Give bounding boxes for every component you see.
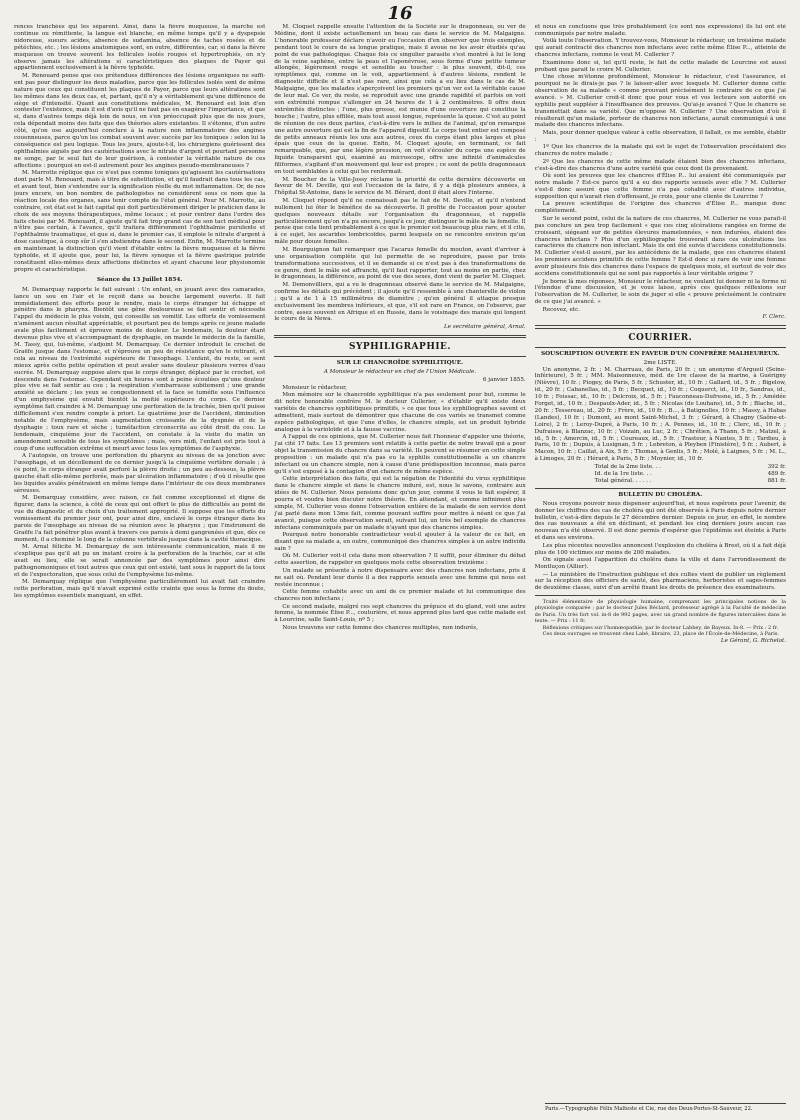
paragraph: Nous trouvons sur cette femme des chancres multiples, non indurés, [282,624,478,631]
column-2 [274,24,525,1094]
paragraph: rences tranchées qui les séparent. Ainsi, dans la fièvre muqueuse, la marche est continue ou rémittente, la langue est blanche, en même temps qu'il y a dyspepsie nidoreuse, sueurs acides, absence de sudamina, absence de taches rosées et de pétéchies, etc. ; les lésions anatomiques sont, en outre, différentes, car, si dans la fièvre muqueuse on trouve souvent les follicules isolés rouges et hypertrophiés, on n'y observe jamais les altérations si caractéristiques des plaques de Payer qui appartiennent exclusivement à la fièvre typhoïde. [14,24,266,72]
total-row [535,478,786,485]
paragraph: M. Bourguignon fait remarquer que l'acarus femelle du mouton, avant d'arriver à une organisation complète qui lui permette de se reproduire, passe par trois transformations successives, et il se demande si ce n'est pas à des transformations de ce genre, dont le mâle est affranchi, qu'il faut rapporter, tout au moins en partie, chez le dragonneau, la différence, au point de vue des sexes, dont vient de parler M. Cloquet. [274,246,526,281]
paragraph: 1º Que les chancres de la malade qui est le sujet de l'observation procédaient des chancres de notre malade ; [534,144,786,158]
paragraph: M. Cloquet répond qu'il ne connaissait pas le fait de M. Deville, et qu'il n'entend nullement lui ôter le bénéfice de sa découverte. Il profite de l'occasion pour ajouter quelques nouveaux détails sur l'organisation du dragonneau, et rappelle particulièrement qu'on n'a pu encore, jusqu'à ce jour, distinguer le mâle de la femelle. Il pense que cela tient probablement à ce que le premier est beaucoup plus rare, et il cite, à ce sujet, les ascarides lombricoïdes, parmi lesquels on ne rencontre environ qu'un mâle pour douze femelles. [274,197,526,246]
divider [535,488,786,489]
paragraph: Une chose m'étonne profondément, Monsieur le rédacteur, c'est l'assurance, et pourquoi ne le dirais-je pas ? le laisser-aller avec lesquels M. Cullerier donne cette observation de sa malade « comme prouvant précisément le contraire de ce que j'ai avancé. » M. Cullerier croit-il donc que pour vous et vos lecteurs son autorité en syphilis peut suppléer à l'insuffisance des preuves. Qu'ai-je avancé ? Que le chancre se transmettait dans sa variété. Que m'oppose M. Cullerier ? Une observation d'où il résulterait qu'un malade, porteur de chancres non infectans, aurait communiqué à une malade des chancres infectans. [534,74,786,129]
paragraph: M. Demarquay réplique que l'emphysème particulièrement lui avait fait craindre cette perforation, mais qu'il n'avait exprimé cette crainte que sous la forme du doute, les symptômes essentiels manquant, en effet. [14,579,266,599]
paragraph: M. Arnal félicite M. Demarquay de son intéressante communication, mais il ne s'explique pas qu'il ait pu un instant croire à la perforation de la trachée, car si elle avait eu lieu, elle se serait annoncée par des symptômes pour ainsi dire pathognomoniques et tout autres que ceux qui ont existé, tant sous le rapport de la toux et de l'expectoration, que sous celui de l'emphysème lui-même. [14,544,266,578]
paragraph: et nous en concluons que très probablement (ce sont nos expressions) ils lui ont été communiqués par notre malade. [534,24,786,37]
paragraph: Je borne là mes réponses, Monsieur le rédacteur, ne voulant lui donner ni la forme ni l'étendue d'une discussion, et je vous laisse, après ces quelques réflexions sur l'observation de M. Cullerier, le soin de juger si elle « prouve précisément le contraire de ce que j'ai avancé. » [534,278,786,306]
book-notice: Traité élémentaire de physiologie humaine, comprenant les principales notions de la physiologie comparée ; par le docteur Jules Béclard, professeur agrégé à la Faculté de médecine de Paris. Un très fort vol. in-8 de 992 pages, avec un grand nombre de figures intercalées dans le texte. — Prix : 11 fr. [534,599,786,624]
total-label: Id. de la 1re liste. . . [594,470,652,477]
printer-imprint: Paris.—Typographie Félix Malteste et Cie, rue des Deux-Portes-St-Sauveur, 22. [545,1103,786,1112]
paragraph: Nous croyons pouvoir nous dispenser aujourd'hui, et nous espérons pour l'avenir, de donner les chiffres des cas de choléra qui ont été observés à Paris depuis notre dernier bulletin, c'est-à-dire depuis le 27 décembre dernier. Depuis ce jour, en effet, le nombre des cas nouveaux a été en déclinant, et pendant les cinq derniers jours aucun cas nouveau n'a été observé. Il est donc permis d'espérer que l'épidémie est éteinte à Paris et dans ses environs. [534,500,786,542]
cholera-heading: BULLETIN DU CHOLÉRA. [618,491,703,498]
article-title: SUR LE CHANCROÏDE SYPHILITIQUE. [336,360,464,367]
paragraph: A l'autopsie, on trouve une perforation du pharynx au niveau de sa jonction avec l'œsophage, et un décollement de ce dernier jusqu'à la cinquième vertèbre dorsale ; à ce point, le corps étranger avait perforé la plèvre droite ; un peu au-dessous, la plèvre gauche était elle-même perforée, mais par ulcération inflammatoire ; d'où il résulte que les liquides avalés pénétraient en même temps dans l'intérieur de ces deux membranes séreuses. [14,453,266,494]
paragraph: Où M. Cullerier voit-il cela dans mon observation ? Il suffit, pour éliminer du débat cette assertion, de rappeler en quelques mots cette observation treizième : [274,553,526,567]
page-number: 16 [387,3,413,24]
article-date: 6 janvier 1855. [482,377,526,384]
subscription-totals [535,464,786,485]
total-row [535,471,786,478]
subscription-list: Un anonyme, 2 fr. ; M. Charruau, de Paris, 20 fr. ; un anonyme d'Argueil (Seine-Inférieure), 5 fr. ; MM. Maisonneuve, méd. de 1re classe de la marine, à Guérigny (Nièvre), 10 fr. ; Piogey, de Paris, 5 fr. ; Schuster, id., 10 fr. ; Gallard, id., 5 fr. ; Bigelow, id., 20 fr. ; Cabanellas, id., 5 fr. ; Becquet, id., 10 fr. ; Coquerct, id., 10 fr., Sandras, id., 10 fr. ; Foissac, id., 10 fr. ; Delcroix, id., 5 fr. ; Fauconneau-Dufresne, id., 5 fr. ; Amédée Forget, id., 10 fr. ; Despaulx-Ader, id., 5 fr. ; Nicolas (de Louhans), id., 5 fr. ; Blache, id., 20 fr. ; Tessereau, id., 20 fr. ; Frère, id., 10 fr. ; B..., à Batignolles, 10 fr. ; Massy, à Habas (Landes), 10 fr. ; Dumont, au mont Saint-Michel, 3 fr. ; Gérard, à Chagny (Saône-et-Loire), 2 fr. ; Leroy-Dupré, à Paris, 10 fr. ; A. Pennes, id., 10 fr. ; Clerc, id., 10 fr. ; Dufraisse, à Blanzac, 10 fr. ; Voizain, au Luc, 2 fr. ; Chrétien, à Thann, 5 fr. ; Matzel, à id., 5 fr. ; Amercin, id., 5 fr. ; Coureaux, id., 5 fr. ; Trastour, à Nantes, 5 fr. ; Tardieu, à Paris, 10 fr. ; Dupuis, à Lusignan, 5 fr. ; Lebreton, à Pleyben (Finistère), 5 fr. ; Aubert, à Macon, 10 fr. ; Caillat, à Aix, 5 fr. ; Thomas, à Genlis, 5 fr. ; Molé, à Laignes, 5 fr. ; M. L., à Limoges, 20 fr. ; Hérard, à Paris, 5 fr. ; Moynier, id., 10 fr. [534,366,786,463]
total-label: Total général. . . . . . [594,477,652,484]
book-notice: Ces deux ouvrages se trouvent chez Labé, libraire, 23, place de l'École-de-Médecine, à Paris. [542,631,779,638]
divider [535,595,786,596]
total-value: 881 fr. [767,477,786,484]
divider [274,356,525,357]
session-heading: Séance du 13 Juillet 1854. [96,276,183,283]
secretary-signature: Le secrétaire général, Arnal. [444,323,526,330]
paragraph: M. Demarquay considère, avec raison, ce fait comme exceptionnel et digne de figurer, dans la science, à côté de ceux qui ont offert le plus de difficultés au point de vue du diagnostic et du choix d'un traitement approprié. Il suppose que les efforts du vomissement du premier jour ont, pour ainsi dire, enclavé le corps étranger dans les parois de l'œsophage au niveau de sa réunion avec le pharynx ; que l'instrument de Graëfe l'a fait pénétrer plus avant à travers ces parois à demi gangrenées et que, dès ce moment, il a cheminé le long de la colonne vertébrale jusque dans la cavité thoracique. [14,495,266,543]
author-signature: F. Clerc. [762,314,786,321]
list-number: 2me LISTE. [643,359,677,366]
section-divider [274,335,525,339]
subscription-heading: SOUSCRIPTION OUVERTE EN FAVEUR D'UN CONFRÈRE MALHEUREUX. [540,350,780,357]
book-notice: Réflexions critiques sur l'homœopathie, par le docteur Labbey, de Bayeux. In-8. — Prix : 2 fr. [542,624,779,631]
gerant-signature: Le Gérant, G. Richelot. [720,638,786,645]
paragraph: M. Marrotte réplique que ce n'est pas comme toniques qu'agissent les cautérisations dont parle M. Renouard, mais à titre de substitution, et qu'il faudrait dans tous les cas, et avant tout, bien s'entendre sur la signification réelle du mot inflammation. Or, de nos jours encore, un bon nombre de pathologistes ne considèrent sous ce nom que la réaction locale des organes, sans tenir compte de l'état général. Pour M. Marrotte, au contraire, cet état est le fait capital qui doit particulièrement diriger le praticien dans le choix de ses moyens thérapeutiques, même locaux ; et pour rentrer dans l'ordre des faits choisi par M. Renouard, il ajoute qu'il fait trop grand cas de son tact médical pour n'être pas certain, à l'avance, qu'il traitera différemment l'ophthalmie purulente et l'ophthalmie traumatique, et que si, dans le premier cas, il emploie le nitrate d'argent à dose caustique, à coup sûr il s'en abstiendra dans le second. Enfin, M. Marrotte termine en maintenant la distinction qu'il vient d'établir entre la fièvre muqueuse et la fièvre typhoïde, et il ajoute que, pour lui, la fièvre synoque et la fièvre gastrique putride constituent elles-mêmes deux affections distinctes et ayant chacune leur physionomie propre et caractéristique. [14,170,266,273]
paragraph: Un malade se présente à notre dispensaire avec des chancres non infectans, pris il ne sait où. Pendant leur durée il a des rapports sexuels avec une femme qui nous est restée inconnue ; [274,567,526,588]
column-1 [14,24,265,1094]
paragraph: Mais, pour donner quelque valeur à cette observation, il fallait, ce me semble, établir : [534,129,786,143]
paragraph: M. Demonvilliers, qui a vu le dragonneau observé dans le service de M. Malgaigne, confirme les détails qui précèdent ; il ajoute qu'il ressemble à une chanterelle de violon ; qu'il a de 1 à 15 millimètres de diamètre ; qu'en général il attaque presque exclusivement les membres inférieurs, et que, s'il est rare en France, on l'observe, par contre, assez souvent en Afrique et en Russie, dans le voisinage des marais qui longent le cours de la Newa. [274,281,526,323]
paragraph: On signale aussi l'apparition du choléra dans la ville et dans l'arrondissement de Montluçon (Allier). [534,557,786,571]
total-label: Total de la 2me liste. . . [594,463,661,470]
divider [535,347,786,348]
paragraph: M. Boucher de la Ville-Jossy réclame la priorité de cette dernière découverte en faveur de M. Deville, qui eut l'occasion de la faire, il y a déjà plusieurs années, à l'hôpital St-Antoine, dans le service de M. Bérard, dont il était alors l'interne. [274,176,526,197]
paragraph: Examinons donc si, tel qu'il reste, le fait de cette malade de Lourcine est aussi probant que parait le croire M. Cullerier. [534,59,786,73]
article-addressee: A Monsieur le rédacteur en chef de l'Union Médicale. [323,369,477,376]
column-3 [535,24,786,1094]
courrier-heading: COURRIER. [628,332,693,343]
paragraph: — Le ministère de l'instruction publique et des cultes vient de publier un règlement sur la réception des officiers de santé, des pharmaciens, herboristes et sages-femmes de deuxième classe, suivi d'un arrêté fixant les droits de présence des examinateurs. [534,571,786,592]
paragraph: 2º Que les chancres de cette même malade étaient bien des chancres infectans, c'est-à-dire des chancres d'une autre variété que ceux dont ils provenaient. [534,158,786,172]
paragraph: La preuve scientifique de l'origine des chancres d'Élise P... manque donc complètement. [534,201,786,215]
paragraph: M. Demarquay rapporte le fait suivant : Un enfant, en jouant avec des camarades, lance un sou en l'air et le reçoit dans sa bouche largement ouverte. Il fait immédiatement des efforts pour le rendre, mais le corps étranger lui échappe et pénètre dans le pharynx. Bientôt une gêne douloureuse se fait sentir et nécessite l'appel du médecin le plus voisin, qui conseille un vomitif. Les efforts de vomissement n'amènent aucun résultat appréciable, et pourtant peu de temps après ce jeune malade avale plus facilement et éprouve moins de douleur. Le lendemain, la douleur étant devenue plus vive et s'accompagnant de dysphagie, on mande le médecin de la famille, M. Tassy, qui, lui-même, s'adjoint M. Demarquay. Ce dernier introduit le crochet de Graëfe jusque dans l'estomac, et n'éprouve un peu de résistance qu'en le retirant, et cela au niveau de l'extrémité supérieure de l'œsophage. L'enfant, du reste, se sent mieux après cette petite opération et peut avaler sans douleur plusieurs verres d'eau sucrée. M. Demarquay suppose alors que le corps étranger, déplacé par le crochet, est descendu dans l'estomac. Cependant six heures sont à peine écoulées qu'une douleur plus vive se fait sentir au cou ; la respiration s'embarrasse subitement ; une grande anxiété se déclare ; les yeux se congestionnent et la face se tuméfie sous l'influence d'un emphysème qui envahit bientôt la moitié supérieure du corps. Ce dernier symptôme fait craindre à M. Demarquay une perforation de la trachée, bien qu'il puisse difficilement s'en rendre compte à priori. Le quatrième jour de l'accident, diminution notable de l'emphysème, mais augmentation croissante de la dyspnée et de la dysphagie ; toux rare et sèche ; tuméfaction circonscrite au côté droit du cou. Le lendemain, cinquième jour de l'accident, on constate à la visite du matin un amendement sensible de tous les symptômes ; mais, vers midi, l'enfant est pris tout à coup d'une suffocation extrême et meurt avec tous les symptômes de l'asphyxie. [14,286,266,452]
paragraph: Ce second malade, malgré ces sept chancres du prépuce et du gland, voit une autre femme, la nommée Élise P..., couturière, et nous apprend plus tard que cette malade est à Lourcine, salle Saint-Louis, nº 5 ; [274,603,526,624]
section-divider [535,325,786,329]
total-value: 489 fr. [767,470,786,477]
paragraph: A l'appui de ces opinions, que M. Cullerier nous fait l'honneur d'appeler une théorie, j'ai cité 17 faits. Les 13 premiers sont relatifs à cette partie de notre travail qui a pour objet la transmission du chancre dans sa variété. Ils peuvent se résumer en cette simple proposition : un malade qui n'a pas eu la syphilis constitutionnelle a un chancre infectant ou un chancre simple, non à cause d'une prédisposition inconnue, mais parce qu'il s'est exposé à la contagion d'un chancre de même espèce. [274,434,526,475]
paragraph: Les plus récentes nouvelles annoncent l'explosion du choléra à Brest, où il a fait déjà plus de 100 victimes sur moins de 200 malades. [534,542,786,556]
paragraph: Cette interprétation des faits, qui est la négation de l'identité du virus syphilitique dans le chancre simple et dans le chancre induré, est, nous le savons, contraire aux idées de M. Cullerier. Nous pensions donc qu'un jour, comme il vous le fait espérer, il pourra et voudra bien discuter notre théorie. En attendant, et comme infiniment plus simple, M. Cullerier vous donne l'observation entière de la malade de son service dont j'ai parlé dans mon 13me fait, comme pouvant suffire pour mettre à néant ce que j'ai avancé, puisque cette observation serait, suivant lui, un très bel exemple de chancres infectans communiqués par un malade n'ayant que des chancres simples. [274,476,526,531]
columns [14,24,786,1094]
paragraph: Cette femme cohabite avec un ami de ce premier malade et lui communique des chancres non infectans ; [274,589,526,602]
paragraph: M. Renouard pense que ces prétendues différences des lésions organiques ne suffi-ent pas pour distinguer les deux maladies, parce que les follicules isolés sont de même nature que ceux qui constituent les plaques de Payer, parce que leurs altérations sont les mêmes dans les deux cas, et, partant, qu'il n'y a véritablement qu'une différence de siège et d'intensité. Quant aux constitutions médicales, M. Renouard est loin d'en contester l'existence, mais il est d'avis qu'il ne faut pas en exagérer l'importance, et que si, dans d'autres temps déjà loin de nous, on s'en préoccupait plus que de nos jours, cela dépendait moins des faits que des théories alors existantes. Il s'étonne, d'un autre côté, qu'on ose aujourd'hui conclure à la nature non inflammatoire des angines couenneuses, parce qu'on les combat souvent avec succès par les toniques : selon lui la conséquence est peu logique. Tous les jours, ajoute-t-il, les chirurgiens guérissent des ophthalmies aiguës par des cautérisations avec le nitrate d'argent et pourtant personne ne songe, par le seul fait de leur guérison, à contester la véritable nature de ces affections : pourquoi en est-il autrement pour les angines pseudo-membraneuses ? [14,72,266,169]
total-value: 392 fr. [767,463,786,470]
paragraph: Mon mémoire sur le chancroïde syphilitique n'a pas seulement pour but, comme le dit notre honorable confrère M. le docteur Cullerier, « d'établir qu'il existe deux variétés de chancres syphilitiques primitifs, » ce que tous les syphiliographes savent et admettent, mais surtout de démontrer que chacune de ces variés se transmet comme espèce pathologique, et que l'une d'elles, le chancre simple, est un produit hybride analogue à la varioloïde et à la fausse vaccine. [274,392,526,433]
rubric-heading: SYPHILIGRAPHIE. [348,342,452,353]
paragraph: Pourquoi notre honorable contradicteur veut-il ajouter à la valeur de ce fait, en disant que sa malade a, en outre, communiqué des chancres simples à un autre individu sain ? [274,532,526,552]
paragraph: Recevez, etc. [542,306,581,313]
paragraph: Sur le second point, celui de la nature de ces chancres, M. Cullerier ne vous parait-il pas conclure un peu trop facilement « que ces cinq ulcérations rangées en forme de croissant, siégeant sur de petites élevures mamelonnées, » non indurées, étaient des chancres infectans ? Plus d'un syphiliographe trouverait dans ces ulcérations les caractères du chancre non infectant. Mais ils ont été suivis d'accidens constitutionnels. M. Cullerier s'est-il assuré, par les antécédens de la malade, que ces chancres étaient les premiers accidens primitifs de cette femme ? Est-il donc si rare de voir une femme avoir plusieurs fois des chancres dans l'espace de quelques mois, et surtout de voir des accidens constitutionnels qui ne sont pas rapportés à leur véritable origine ? [534,215,786,278]
paragraph: M. Cloquet rappelle ensuite l'attention de la Société sur le dragonneau, ou ver de Médine, dont il existe actuellement un beau cas dans le service de M. Malgaigne. L'honorable professeur déclare n'avoir eu l'occasion d'en observer que trois exemples, pendant tout le cours de sa longue pratique, mais il avoue ne les avoir étudiés qu'au point de vue pathologique. Chaque fois ce singulier parasite s'est montré à lui le long de la veine saphène, entre la peau et l'aponévrose, sous forme d'une petite tumeur allongée, légèrement rouge et sensible au toucher : le plus souvent, dit-il, ces symptômes qui, comme on le voit, appartiennent à d'autres lésions, rendent le diagnostic difficile et il n'est pas rare, ainsi que cela a eu lieu dans le cas de M. Malgaigne, que les malades s'aperçoivent les premiers qu'un ver est la véritable cause de leur mal. Ce ver, du reste, se reproduit avec une grande rapidité et parfois on voit son extrémité rompue s'allonger en 24 heures de 1 à 2 centimètres. Il offre deux extrémités distinctes ; l'une, plus grosse, est munie d'une ouverture qui constitue la bouche ; l'autre, plus effilée, mais tout aussi longue, représente la queue. C'est au point de réunion de ces deux parties, c'est-à-dire vers le milieu de l'animal, qu'on remarque une autre ouverture qui est la fin de l'appareil digestif. Le corps tout entier est composé de petits anneaux réunis les uns aux autres, ceux du corps étant plus larges et plus épais que ceux de la queue. Enfin, M. Cloquet ajoute, en terminant, ce fait remarquable, que, par une légère pression, on voit s'écouler du corps une espèce de liquide transparent qui, examiné au microscope, offre une infinité d'animalcules filiformes, s'agitant d'un mouvement qui leur est propre ; ce sont de petits dragonneaux en tout semblables à celui qui les renfermait. [274,24,526,176]
paragraph: Voilà toute l'observation. Y trouvez-vous, Monsieur le rédacteur, un troisième malade qui aurait contracté des chancres non infectans avec cette même Élise P..., atteinte de chancres infectans, comme le veut M. Cullerier ? [534,38,786,59]
total-row [535,464,786,471]
salutation: Monsieur le rédacteur, [282,384,347,391]
paragraph: Où sont les preuves que les chancres d'Élise P... lui avaient été communiqués par notre malade ? Est-ce parce qu'il a eu des rapports sexuels avec elle ? M. Cullerier s'est-il donc assuré que cette femme n'a pas cohabité avec d'autres individus, supposition qui n'aurait rien d'offensant, je crois, pour une cliente de Lourcine ? [534,173,786,200]
